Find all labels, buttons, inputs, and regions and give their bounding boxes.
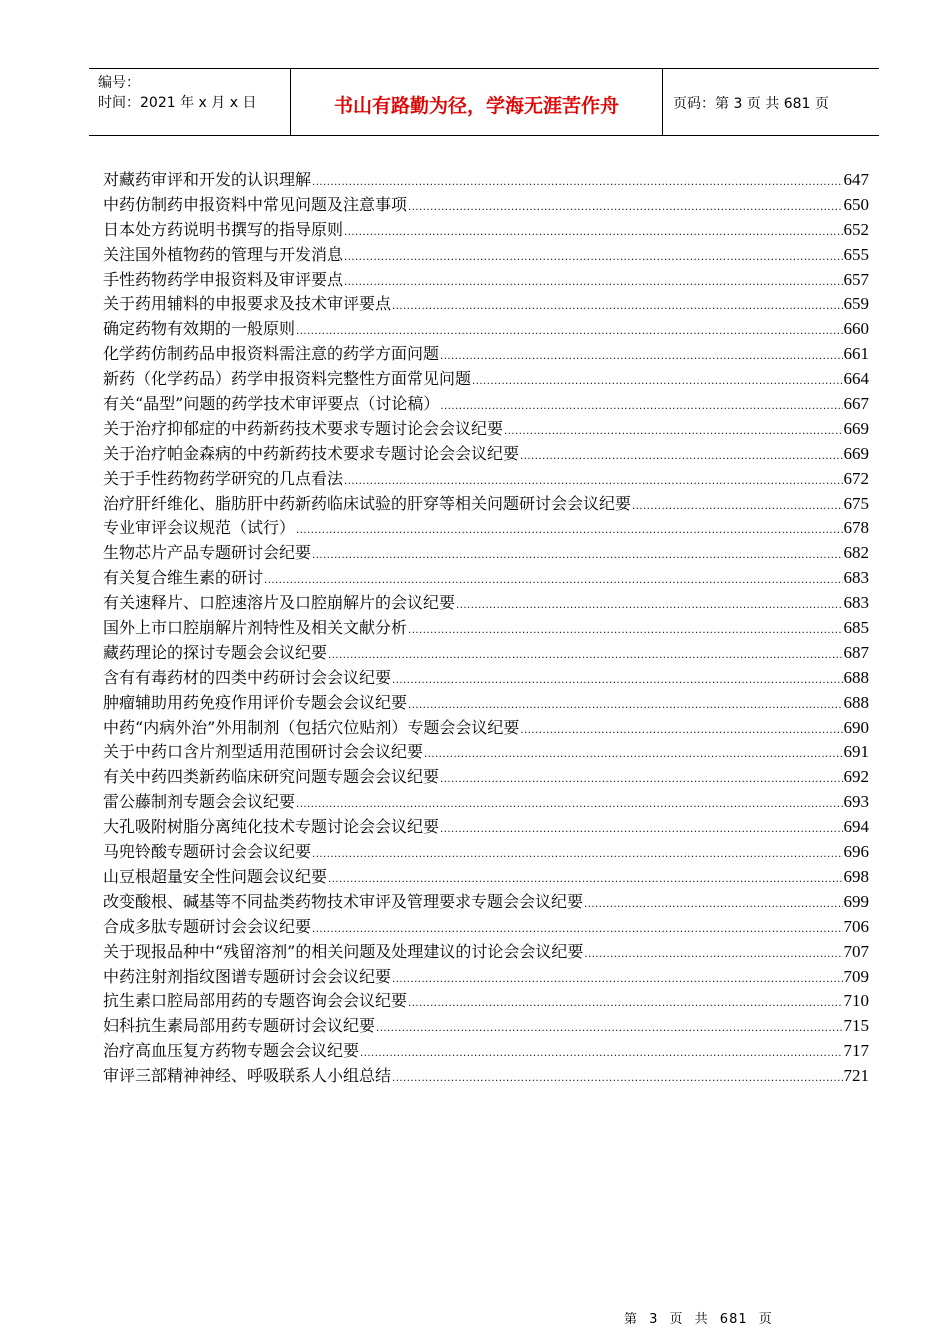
toc-leader-dots	[584, 893, 842, 918]
toc-entry-page: 694	[843, 817, 869, 837]
toc-leader-dots	[456, 594, 842, 619]
toc-entry[interactable]	[103, 765, 869, 790]
toc-entry[interactable]	[103, 392, 869, 417]
toc-entry[interactable]	[103, 342, 869, 367]
toc-entry-title: 妇科抗生素局部用药专题研讨会议纪要	[103, 1016, 376, 1036]
toc-leader-dots	[344, 221, 842, 246]
toc-entry-title: 藏药理论的探讨专题会会议纪要	[103, 642, 328, 662]
toc-entry[interactable]	[103, 1064, 869, 1089]
toc-entry-page: 721	[843, 1066, 869, 1086]
header-motto: 书山有路勤为径，学海无涯苦作舟	[291, 69, 663, 135]
toc-entry-page: 710	[843, 991, 869, 1011]
toc-leader-dots	[296, 519, 842, 544]
toc-entry-title: 手性药物药学申报资料及审评要点	[103, 269, 344, 289]
toc-leader-dots	[312, 843, 842, 868]
header-meta	[89, 69, 291, 135]
toc-leader-dots	[360, 1042, 842, 1067]
toc-entry[interactable]	[103, 467, 869, 492]
toc-entry[interactable]	[103, 716, 869, 741]
toc-leader-dots	[328, 644, 842, 669]
toc-entry[interactable]	[103, 492, 869, 517]
toc-leader-dots	[440, 818, 842, 843]
toc-entry[interactable]	[103, 840, 869, 865]
toc-entry[interactable]	[103, 865, 869, 890]
toc-entry-page: 687	[843, 642, 869, 662]
toc-entry-title: 治疗肝纤维化、脂肪肝中药新药临床试验的肝穿等相关问题研讨会会议纪要	[103, 493, 632, 513]
toc-entry[interactable]	[103, 641, 869, 666]
toc-entry[interactable]	[103, 193, 869, 218]
toc-entry-title: 关注国外植物药的管理与开发消息	[103, 244, 344, 264]
toc-entry-page: 685	[843, 618, 869, 638]
toc-entry-title: 专业审评会议规范（试行）	[103, 518, 296, 538]
toc-entry[interactable]	[103, 591, 869, 616]
toc-leader-dots	[392, 295, 842, 320]
toc-leader-dots	[376, 1017, 842, 1042]
toc-entry[interactable]	[103, 566, 869, 591]
toc-leader-dots	[392, 1067, 842, 1092]
toc-entry-title: 雷公藤制剂专题会会议纪要	[103, 792, 296, 812]
toc-leader-dots	[408, 619, 842, 644]
toc-leader-dots	[312, 544, 842, 569]
toc-leader-dots	[424, 743, 842, 768]
toc-entry-page: 660	[843, 319, 869, 339]
toc-entry[interactable]	[103, 168, 869, 193]
toc-entry-page: 715	[843, 1016, 869, 1036]
toc-entry-page: 669	[843, 443, 869, 463]
document-number-label: 编号：	[98, 75, 140, 91]
page-header	[89, 68, 879, 136]
toc-entry-title: 治疗高血压复方药物专题会会议纪要	[103, 1041, 360, 1061]
toc-entry-page: 655	[843, 244, 869, 264]
toc-entry-title: 有关中药四类新药临床研究问题专题会会议纪要	[103, 767, 440, 787]
toc-entry[interactable]	[103, 989, 869, 1014]
page-footer: 第 3 页 共 681 页	[624, 1312, 773, 1327]
toc-entry-title: 改变酸根、碱基等不同盐类药物技术审评及管理要求专题会会议纪要	[103, 891, 584, 911]
toc-entry-title: 马兜铃酸专题研讨会会议纪要	[103, 842, 312, 862]
toc-leader-dots	[520, 719, 842, 744]
toc-entry-title: 含有有毒药材的四类中药研讨会会议纪要	[103, 667, 392, 687]
toc-entry-title: 对藏药审评和开发的认识理解	[103, 170, 312, 189]
toc-entry[interactable]	[103, 268, 869, 293]
header-page-label: 页码：第 3 页 共 681 页	[673, 96, 829, 112]
toc-entry[interactable]	[103, 417, 869, 442]
toc-entry[interactable]	[103, 616, 869, 641]
toc-entry[interactable]	[103, 541, 869, 566]
toc-entry[interactable]	[103, 317, 869, 342]
table-of-contents	[103, 168, 869, 1089]
document-date-label: 时间：2021 年 x 月 x 日	[98, 95, 257, 111]
toc-entry-title: 中药仿制药申报资料中常见问题及注意事项	[103, 194, 408, 214]
toc-entry-page: 709	[843, 966, 869, 986]
toc-leader-dots	[408, 992, 842, 1017]
toc-leader-dots	[520, 445, 842, 470]
toc-entry-page: 693	[843, 792, 869, 812]
toc-entry-title: 有关“晶型”问题的药学技术审评要点（讨论稿）	[103, 394, 440, 414]
toc-entry-page: 706	[843, 916, 869, 936]
toc-entry-title: 日本处方药说明书撰写的指导原则	[103, 219, 344, 239]
toc-entry-page: 683	[843, 568, 869, 588]
toc-leader-dots	[472, 370, 842, 395]
toc-entry-page: 691	[843, 742, 869, 762]
toc-leader-dots	[440, 345, 842, 370]
toc-entry-page: 698	[843, 866, 869, 886]
toc-entry[interactable]	[103, 666, 869, 691]
toc-entry-title: 确定药物有效期的一般原则	[103, 319, 296, 339]
toc-entry-title: 新药（化学药品）药学申报资料完整性方面常见问题	[103, 369, 472, 389]
toc-entry-page: 696	[843, 842, 869, 862]
toc-entry[interactable]	[103, 516, 869, 541]
toc-entry-title: 化学药仿制药品申报资料需注意的药学方面问题	[103, 344, 440, 364]
toc-entry[interactable]	[103, 965, 869, 990]
toc-entry-page: 688	[843, 692, 869, 712]
toc-entry[interactable]	[103, 940, 869, 965]
toc-entry-title: 关于手性药物药学研究的几点看法	[103, 468, 344, 488]
toc-entry-title: 中药注射剂指纹图谱专题研讨会会议纪要	[103, 966, 392, 986]
toc-entry-title: 有关复合维生素的研讨	[103, 568, 264, 588]
toc-entry-title: 审评三部精神神经、呼吸联系人小组总结	[103, 1066, 392, 1086]
toc-leader-dots	[344, 271, 842, 296]
toc-entry-page: 659	[843, 294, 869, 314]
toc-entry-title: 肿瘤辅助用药免疫作用评价专题会会议纪要	[103, 692, 408, 712]
toc-entry-page: 664	[843, 369, 869, 389]
toc-entry-page: 669	[843, 418, 869, 438]
toc-leader-dots	[392, 669, 842, 694]
toc-leader-dots	[632, 495, 842, 520]
toc-entry[interactable]	[103, 915, 869, 940]
toc-entry[interactable]	[103, 292, 869, 317]
toc-leader-dots	[392, 968, 842, 993]
toc-entry-title: 关于治疗帕金森病的中药新药技术要求专题讨论会会议纪要	[103, 443, 520, 463]
toc-leader-dots	[440, 768, 842, 793]
toc-entry-title: 大孔吸附树脂分离纯化技术专题讨论会会议纪要	[103, 817, 440, 837]
toc-entry-page: 683	[843, 593, 869, 613]
toc-entry-title: 生物芯片产品专题研讨会纪要	[103, 543, 312, 563]
toc-entry[interactable]	[103, 367, 869, 392]
toc-entry-title: 关于治疗抑郁症的中药新药技术要求专题讨论会会议纪要	[103, 418, 504, 438]
toc-entry[interactable]	[103, 740, 869, 765]
toc-entry[interactable]	[103, 691, 869, 716]
toc-entry-title: 国外上市口腔崩解片剂特性及相关文献分析	[103, 618, 408, 638]
toc-entry-title: 合成多肽专题研讨会会议纪要	[103, 916, 312, 936]
toc-entry[interactable]	[103, 243, 869, 268]
toc-entry[interactable]	[103, 890, 869, 915]
toc-entry-page: 690	[843, 717, 869, 737]
toc-leader-dots	[408, 196, 842, 221]
toc-leader-dots	[504, 420, 842, 445]
toc-entry-page: 672	[843, 468, 869, 488]
toc-entry-page: 678	[843, 518, 869, 538]
toc-entry-title: 山豆根超量安全性问题会议纪要	[103, 866, 328, 886]
toc-entry-page: 647	[843, 170, 869, 189]
toc-entry-page: 661	[843, 344, 869, 364]
toc-entry-page: 688	[843, 667, 869, 687]
toc-entry[interactable]	[103, 442, 869, 467]
toc-entry-page: 692	[843, 767, 869, 787]
toc-entry-page: 682	[843, 543, 869, 563]
toc-entry-title: 关于现报品种中“残留溶剂”的相关问题及处理建议的讨论会会议纪要	[103, 941, 584, 961]
toc-entry-page: 707	[843, 941, 869, 961]
toc-entry-page: 657	[843, 269, 869, 289]
toc-entry-title: 中药“内病外治”外用制剂（包括穴位贴剂）专题会会议纪要	[103, 717, 520, 737]
toc-leader-dots	[344, 246, 842, 271]
toc-entry[interactable]	[103, 815, 869, 840]
toc-entry[interactable]	[103, 218, 869, 243]
toc-entry[interactable]	[103, 790, 869, 815]
toc-leader-dots	[584, 943, 842, 968]
toc-entry-title: 有关速释片、口腔速溶片及口腔崩解片的会议纪要	[103, 593, 456, 613]
toc-entry-page: 675	[843, 493, 869, 513]
toc-entry-page: 650	[843, 194, 869, 214]
toc-entry-page: 652	[843, 219, 869, 239]
toc-entry-title: 关于药用辅料的申报要求及技术审评要点	[103, 294, 392, 314]
toc-entry-title: 抗生素口腔局部用药的专题咨询会会议纪要	[103, 991, 408, 1011]
toc-entry[interactable]	[103, 1039, 869, 1064]
toc-entry[interactable]	[103, 1014, 869, 1039]
toc-entry-page: 717	[843, 1041, 869, 1061]
toc-entry-page: 667	[843, 394, 869, 414]
toc-entry-page: 699	[843, 891, 869, 911]
toc-entry-title: 关于中药口含片剂型适用范围研讨会会议纪要	[103, 742, 424, 762]
